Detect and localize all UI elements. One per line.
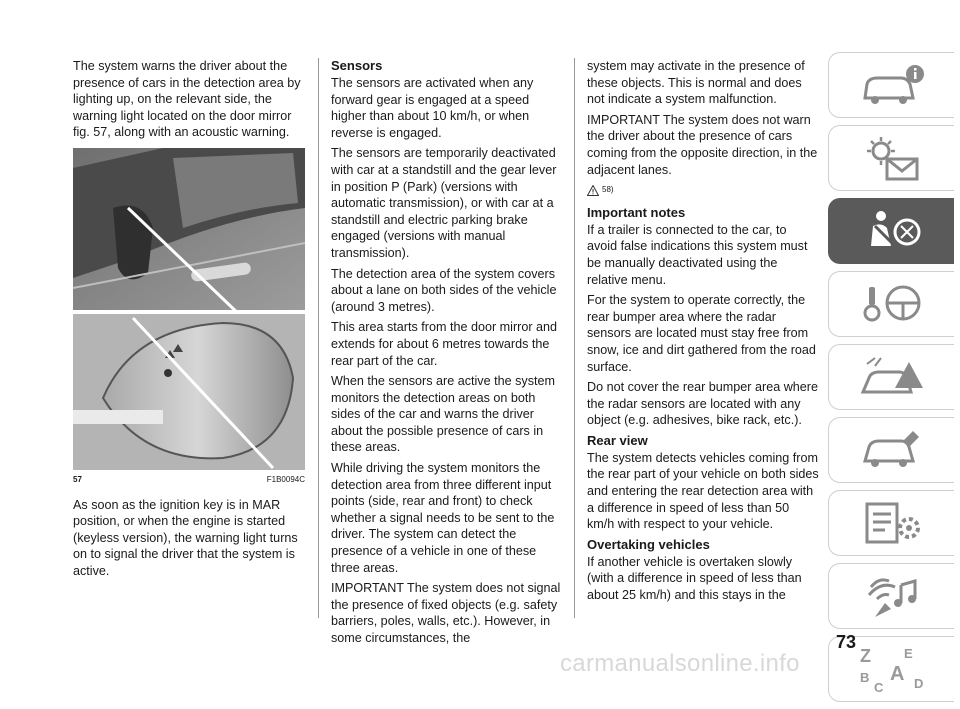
paragraph: IMPORTANT The system does not warn the driver about the presence of cars coming from the opposite direction, in the adjacent lanes. xyxy=(587,112,818,177)
paragraph: If a trailer is connected to the car, to avoid false indications this system must be manually deactivated using the relative menu. xyxy=(587,222,808,287)
after-figure-paragraph: As soon as the ignition key is in MAR position, or when the engine is started (keyless version), the warning light turns on to signal the driver that the system is active. xyxy=(73,497,298,578)
safety-airbag-icon xyxy=(857,206,927,256)
tab-starting-driving[interactable] xyxy=(828,271,954,337)
heading-sensors: Sensors xyxy=(331,58,383,73)
tab-maintenance[interactable] xyxy=(828,417,954,483)
chapter-tabs xyxy=(828,52,954,709)
heading-important-notes: Important notes xyxy=(587,204,686,220)
intro-paragraph: The system warns the driver about the presence of cars in the detection area by lighting up, on the relevant side, the warning light located on the door mirror fig. 57, along with an acoustic warning. xyxy=(73,59,301,140)
warning-reference-number: 58) xyxy=(602,185,614,195)
column-right xyxy=(587,58,819,608)
multimedia-icon xyxy=(857,571,927,621)
column-middle xyxy=(331,58,563,651)
car-maintenance-icon xyxy=(857,425,927,475)
paragraph: Do not cover the rear bumper area where the radar sensors are located with any object (e.g. adhesives, bike rack, etc.). xyxy=(587,380,819,428)
figure-door-mirror xyxy=(73,148,305,470)
emergency-icon xyxy=(857,352,927,402)
index-letter: A xyxy=(889,663,904,685)
paragraph: This area starts from the door mirror and extends for about 6 metres towards the rear part of the car. xyxy=(331,320,558,368)
paragraph: The detection area of the system covers about a lane on both sides of the vehicle (around 3 metres). xyxy=(331,266,557,314)
index-letter: E xyxy=(903,646,913,661)
figure-number: 57 xyxy=(73,474,82,484)
dashboard-lights-icon xyxy=(857,133,927,183)
tab-technical-data[interactable] xyxy=(828,490,954,556)
index-letter: Z xyxy=(859,646,871,666)
paragraph: When the sensors are active the system monitors the detection areas on both sides of the car and warns the driver about the possible presence of cars in these areas. xyxy=(331,374,555,455)
index-letter: B xyxy=(859,670,869,685)
heading-overtaking-vehicles: Overtaking vehicles xyxy=(587,536,710,552)
paragraph: The sensors are activated when any forward gear is engaged at a speed higher than about 10 km/h, or when reverse is engaged. xyxy=(331,76,534,140)
paragraph: IMPORTANT The system does not signal the presence of fixed objects (e.g. safety barriers, poles, walls, etc.). However, in some circumstances, the xyxy=(331,581,561,645)
heading-rear-view: Rear view xyxy=(587,432,648,448)
paragraph: If another vehicle is overtaken slowly (with a difference in speed of less than about 25 km/h) and this stays in the xyxy=(587,554,802,603)
index-letter: C xyxy=(873,680,883,694)
warning-reference xyxy=(587,182,819,199)
warning-triangle-icon xyxy=(587,185,599,196)
paragraph: The system detects vehicles coming from the rear part of your vehicle on both sides and entering the rear detection area with a difference in speed of less than 50 km/h with respect to your vehicle. xyxy=(587,450,819,532)
key-steering-wheel-icon xyxy=(857,279,927,329)
column-left xyxy=(73,58,305,584)
tab-car-info[interactable] xyxy=(828,52,954,118)
watermark-text: carmanualsonline.info xyxy=(560,650,800,677)
tab-multimedia[interactable] xyxy=(828,563,954,629)
tab-dashboard-lights[interactable] xyxy=(828,125,954,191)
figure-code: F1B0094C xyxy=(266,474,305,484)
technical-data-icon xyxy=(857,498,927,548)
index-letter: D xyxy=(913,676,923,691)
paragraph: system may activate in the presence of these objects. This is normal and does not indicate a system malfunction. xyxy=(587,59,805,107)
index-icon xyxy=(852,644,932,694)
tab-safety[interactable] xyxy=(828,198,954,264)
figure-caption xyxy=(73,472,305,489)
tab-emergency[interactable] xyxy=(828,344,954,410)
paragraph: The sensors are temporarily deactivated with car at a standstill and the gear lever in position P (Park) (versions with automatic transmission), or with car at a standstill and electric parking brake engaged (versions with manual transmission). xyxy=(331,146,557,260)
car-info-icon xyxy=(857,60,927,110)
paragraph: For the system to operate correctly, the rear bumper area where the radar sensors are located must stay free from snow, ice and dirt gathered from the road surface. xyxy=(587,293,816,374)
page-number: 73 xyxy=(836,632,857,652)
column-divider xyxy=(318,58,319,618)
door-mirror-illustration xyxy=(73,148,305,470)
paragraph: While driving the system monitors the detection area from three different input points (side, rear and front) to check whether a signal needs to be sent to the driver. The system can detect the presence of a vehicle in one of these three areas. xyxy=(331,461,555,575)
column-divider xyxy=(574,58,575,618)
